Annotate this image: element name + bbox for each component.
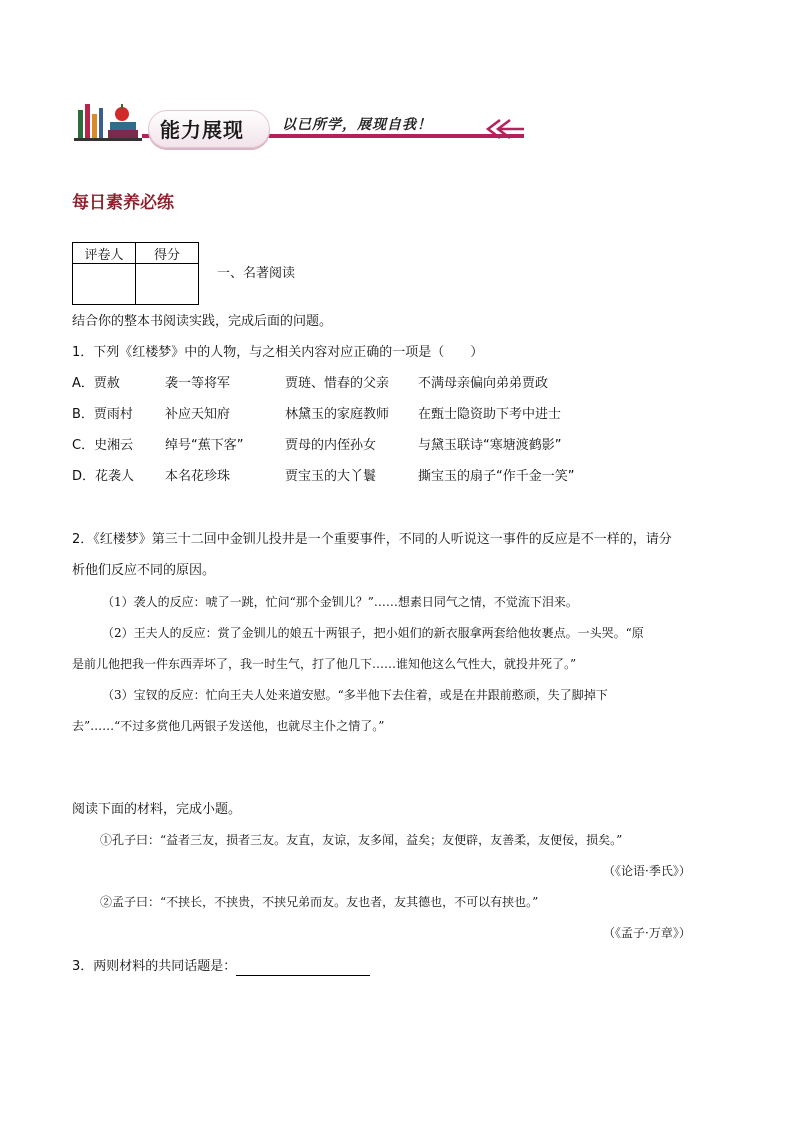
option-col3: 撕宝玉的扇子“作千金一笑” — [418, 469, 575, 484]
q1-stem: 1．下列《红楼梦》中的人物，与之相关内容对应正确的一项是（ ） — [72, 345, 484, 360]
material-2: ②孟子曰：“不挟长，不挟贵，不挟兄弟而友。友也者，友其德也，不可以有挟也。” — [100, 895, 539, 909]
q2-reaction-3-line1: （3）宝钗的反应：忙向王夫人处来道安慰。“多半他下去住着，或是在井跟前憨顽，失了脚掉下 — [102, 688, 608, 702]
banner-title: 能力展现 — [160, 118, 244, 142]
q2-reaction-2-line1: （2）王夫人的反应：赏了金钏儿的娘五十两银子，把小姐们的新衣服拿两套给他妆裹点。一头哭。“原 — [102, 626, 644, 640]
option-col2: 贾宝玉的大丫鬟 — [285, 469, 377, 484]
q2-stem-line1: 2．《红楼梦》第三十二回中金钏儿投井是一个重要事件，不同的人听说这一事件的反应是不一样的，请分 — [72, 532, 672, 547]
q3-answer-blank[interactable] — [236, 961, 370, 976]
material-1: ①孔子曰：“益者三友，损者三友。友直，友谅，友多闻，益矣；友便辟，友善柔，友便佞，损矣。” — [100, 833, 623, 847]
option-col2: 贾母的内侄孙女 — [285, 438, 377, 453]
option-col3: 不满母亲偏向弟弟贾政 — [418, 376, 549, 391]
option-col3: 在甄士隐资助下考中进士 — [418, 407, 562, 422]
score-table-grader-header: 评卷人 — [73, 243, 136, 264]
q3-stem: 3．两则材料的共同话题是： — [72, 959, 237, 974]
option-col2: 林黛玉的家庭教师 — [285, 407, 390, 422]
part1-intro: 结合你的整本书阅读实践，完成后面的问题。 — [72, 314, 333, 329]
q2-reaction-1: （1）袭人的反应：唬了一跳，忙问“那个金钏儿？”……想素日同气之情，不觉流下泪来。 — [102, 595, 578, 609]
reading-intro: 阅读下面的材料，完成小题。 — [72, 802, 242, 817]
material-1-source: （《论语·季氏》） — [603, 864, 691, 878]
score-table — [72, 242, 199, 305]
option-letter: C．史湘云 — [72, 438, 134, 453]
banner-slogan: 以已所学，展现自我！ — [282, 117, 432, 133]
option-col3: 与黛玉联诗“寒塘渡鹤影” — [418, 438, 562, 453]
option-letter: A．贾赦 — [72, 376, 120, 391]
section-title: 每日素养必练 — [72, 193, 174, 213]
q2-stem-line2: 析他们反应不同的原因。 — [72, 563, 216, 578]
option-col1: 补应天知府 — [165, 407, 231, 422]
option-letter: D．花袭人 — [72, 469, 135, 484]
option-col1: 袭一等将军 — [165, 376, 231, 391]
option-col2: 贾琏、惜春的父亲 — [285, 376, 390, 391]
q2-reaction-2-line2: 是前儿他把我一件东西弄坏了，我一时生气，打了他几下……谁知他这么气性大，就投井死了。” — [72, 657, 577, 671]
double-arrow-left-icon — [484, 118, 524, 140]
option-letter: B．贾雨村 — [72, 407, 133, 422]
score-table-grader-cell — [73, 264, 136, 305]
part1-heading: 一、名著阅读 — [217, 266, 296, 281]
q3-line — [72, 958, 370, 976]
score-table-score-header: 得分 — [136, 243, 199, 264]
q2-reaction-3-line2: 去”……“不过多赏他几两银子发送他，也就尽主仆之情了。” — [72, 719, 385, 733]
option-col1: 绰号“蕉下客” — [165, 438, 244, 453]
material-2-source: （《孟子·万章》） — [603, 926, 691, 940]
option-col1: 本名花珍珠 — [165, 469, 231, 484]
books-logo-icon — [72, 100, 144, 142]
score-table-score-cell — [136, 264, 199, 305]
